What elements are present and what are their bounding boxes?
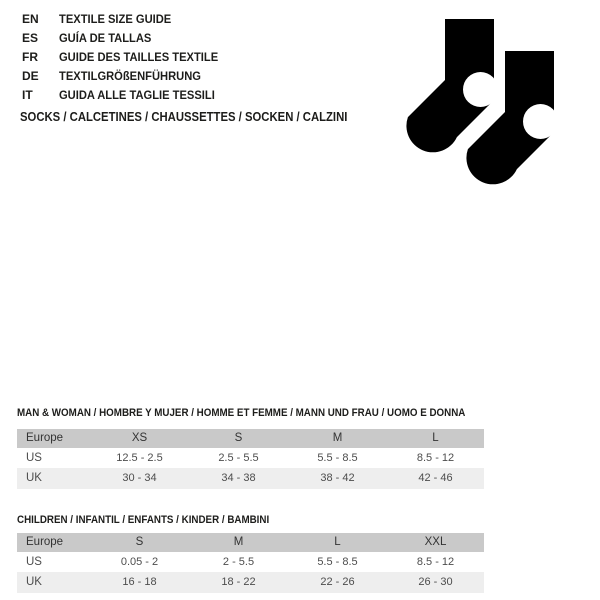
language-row-es xyxy=(22,29,230,48)
region-cell: US xyxy=(17,448,90,468)
size-table xyxy=(17,533,484,593)
size-cell: 34 - 38 xyxy=(189,468,288,489)
size-cell: 8.5 - 12 xyxy=(387,448,484,468)
column-header: S xyxy=(189,429,288,448)
language-label: TEXTILGRÖßENFÜHRUNG xyxy=(59,69,201,83)
column-header: S xyxy=(90,533,189,552)
language-row-en xyxy=(22,10,230,29)
column-header: Europe xyxy=(17,429,90,448)
language-code: IT xyxy=(22,88,33,102)
table-title: CHILDREN / INFANTIL / ENFANTS / KINDER / BAMBINI xyxy=(17,514,270,526)
size-cell: 26 - 30 xyxy=(387,572,484,593)
size-cell: 2 - 5.5 xyxy=(189,552,288,572)
size-cell: 42 - 46 xyxy=(387,468,484,489)
size-cell: 22 - 26 xyxy=(288,572,387,593)
size-cell: 16 - 18 xyxy=(90,572,189,593)
size-table xyxy=(17,429,484,489)
language-row-de xyxy=(22,67,230,86)
size-cell: 5.5 - 8.5 xyxy=(288,448,387,468)
language-code: EN xyxy=(22,12,39,26)
category-title: SOCKS / CALCETINES / CHAUSSETTES / SOCKEN / CALZINI xyxy=(20,109,348,124)
size-cell: 8.5 - 12 xyxy=(387,552,484,572)
table-title: MAN & WOMAN / HOMBRE Y MUJER / HOMME ET FEMME / MANN UND FRAU / UOMO E DONNA xyxy=(17,407,466,419)
language-code: ES xyxy=(22,31,39,45)
column-header: M xyxy=(189,533,288,552)
language-code: DE xyxy=(22,69,39,83)
region-cell: UK xyxy=(17,468,90,489)
column-header: M xyxy=(288,429,387,448)
size-cell: 0.05 - 2 xyxy=(90,552,189,572)
region-cell: UK xyxy=(17,572,90,593)
size-cell: 18 - 22 xyxy=(189,572,288,593)
language-code: FR xyxy=(22,50,38,64)
language-label: GUIDA ALLE TAGLIE TESSILI xyxy=(59,88,215,102)
language-list xyxy=(22,10,230,105)
column-header: L xyxy=(387,429,484,448)
language-label: GUÍA DE TALLAS xyxy=(59,31,152,45)
column-header: L xyxy=(288,533,387,552)
size-cell: 30 - 34 xyxy=(90,468,189,489)
size-cell: 5.5 - 8.5 xyxy=(288,552,387,572)
size-cell: 12.5 - 2.5 xyxy=(90,448,189,468)
size-cell: 2.5 - 5.5 xyxy=(189,448,288,468)
size-table-adult xyxy=(17,407,484,489)
column-header: Europe xyxy=(17,533,90,552)
region-cell: US xyxy=(17,552,90,572)
language-row-it xyxy=(22,86,230,105)
socks-icon xyxy=(400,0,600,200)
size-table-children xyxy=(17,514,484,593)
column-header: XXL xyxy=(387,533,484,552)
column-header: XS xyxy=(90,429,189,448)
size-cell: 38 - 42 xyxy=(288,468,387,489)
language-label: GUIDE DES TAILLES TEXTILE xyxy=(59,50,219,64)
language-row-fr xyxy=(22,48,230,67)
language-label: TEXTILE SIZE GUIDE xyxy=(59,12,172,26)
